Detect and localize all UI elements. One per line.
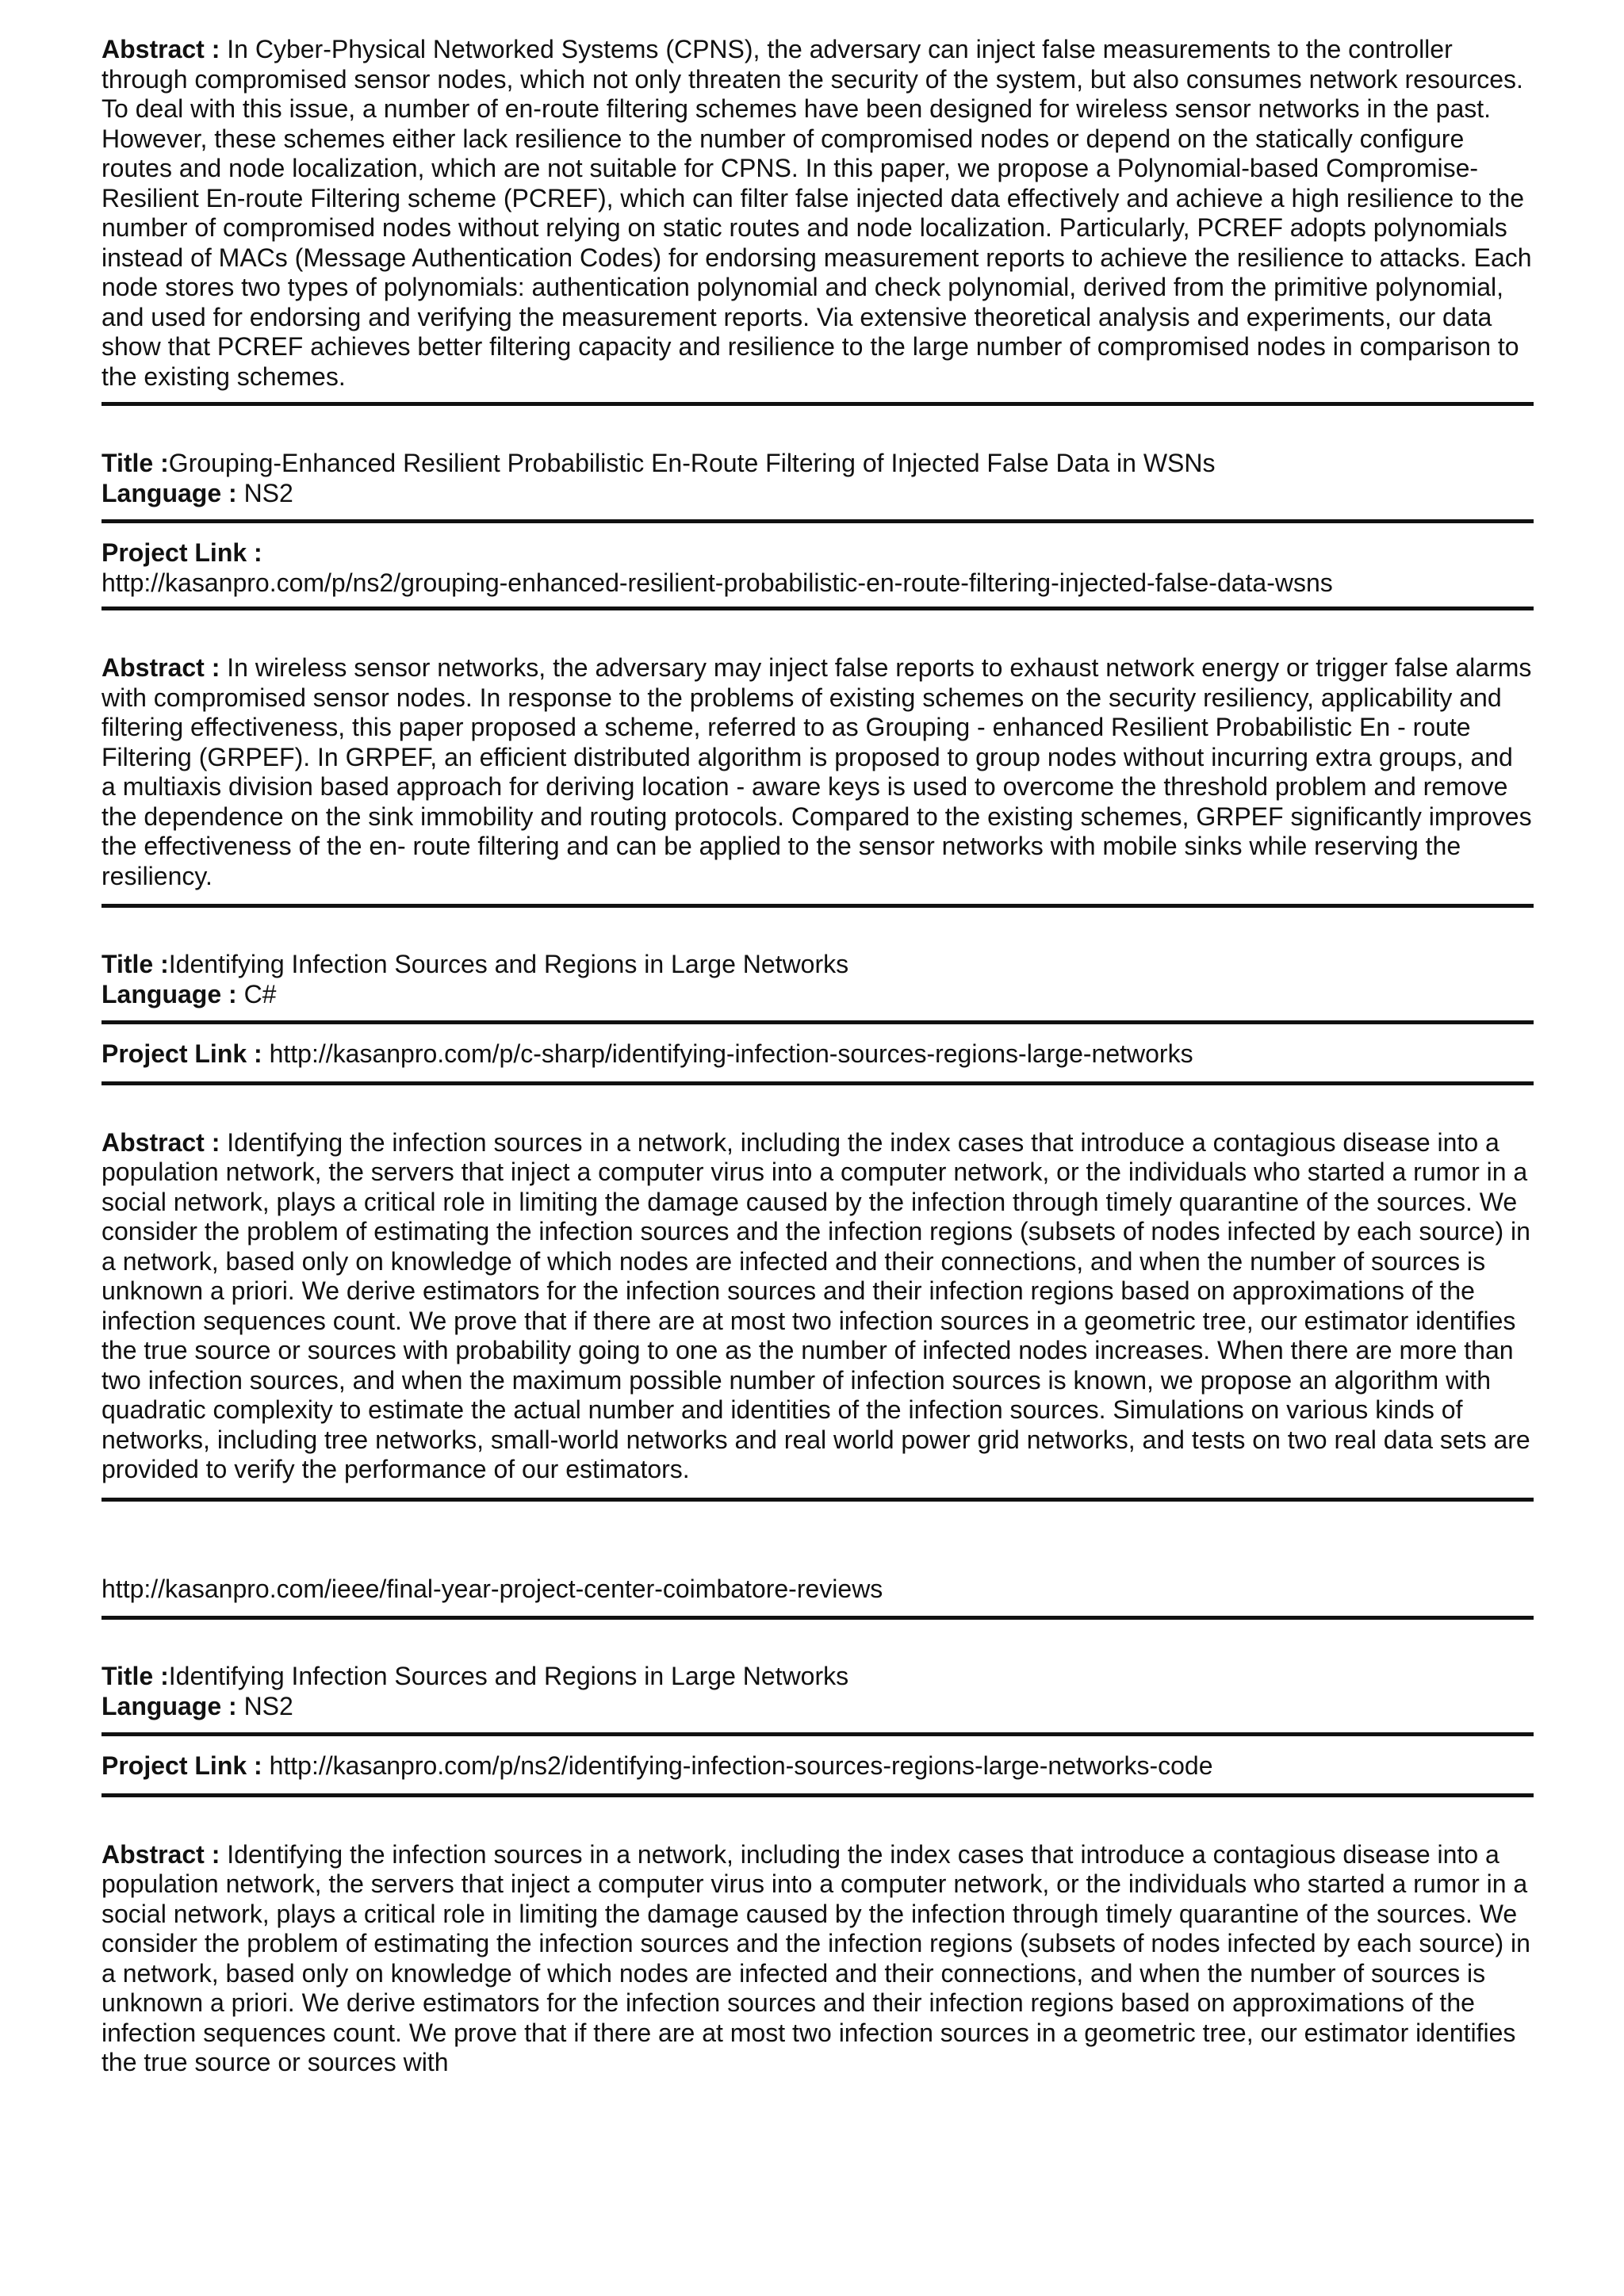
abstract-paragraph-3 — [102, 1128, 1534, 1485]
abstract-text: Identifying the infection sources in a network, including the index cases that introduce a contagious disease into a population network, the servers that inject a computer virus into a computer network, or the individuals who started a rumor in a social network, plays a critical role in limiting the damage caused by the infection through timely quarantine of the sources. We consider the problem of estimating the infection sources and the infection regions (subsets of nodes infected by each source) in a network, based only on knowledge of which nodes are infected and their connections, and when the number of sources is unknown a priori. We derive estimators for the infection sources and their infection regions based on approximations of the infection sequences count. We prove that if there are at most two infection sources in a geometric tree, our estimator identifies the true source or sources with — [102, 1839, 1530, 2076]
project-link[interactable]: http://kasanpro.com/p/c-sharp/identifying-infection-sources-regions-large-networks — [269, 1039, 1193, 1068]
abstract-label: Abstract : — [102, 1127, 228, 1157]
reviews-link-line — [102, 1575, 1534, 1605]
title-line — [102, 950, 1534, 980]
title-line — [102, 1662, 1534, 1692]
title-line — [102, 449, 1534, 479]
divider — [102, 1020, 1534, 1024]
project-language: NS2 — [243, 1691, 293, 1720]
project-link-label: Project Link : — [102, 1751, 270, 1780]
abstract-paragraph-4 — [102, 1840, 1534, 2078]
project-entry-infection-csharp — [102, 950, 1534, 1009]
project-link[interactable]: http://kasanpro.com/p/ns2/identifying-infection-sources-regions-large-networks-code — [269, 1751, 1213, 1780]
project-link-label: Project Link : — [102, 538, 262, 567]
language-label: Language : — [102, 1691, 244, 1720]
project-link[interactable]: http://kasanpro.com/p/ns2/grouping-enhanced-resilient-probabilistic-en-route-filtering-injected-false-data-wsns — [102, 568, 1333, 597]
divider — [102, 519, 1534, 523]
divider — [102, 607, 1534, 610]
reviews-link[interactable]: http://kasanpro.com/ieee/final-year-project-center-coimbatore-reviews — [102, 1574, 883, 1603]
project-entry-infection-ns2 — [102, 1662, 1534, 1721]
title-label: Title : — [102, 449, 169, 477]
project-title: Grouping-Enhanced Resilient Probabilistic En-Route Filtering of Injected False Data in WSNs — [168, 449, 1216, 477]
title-label: Title : — [102, 950, 169, 978]
abstract-paragraph-1 — [102, 35, 1534, 392]
document-page — [102, 35, 1534, 2078]
abstract-text: Identifying the infection sources in a network, including the index cases that introduce a contagious disease into a population network, the servers that inject a computer virus into a computer network, or the individuals who started a rumor in a social network, plays a critical role in limiting the damage caused by the infection through timely quarantine of the sources. We consider the problem of estimating the infection sources and the infection regions (subsets of nodes infected by each source) in a network, based only on knowledge of which nodes are infected and their connections, and when the number of sources is unknown a priori. We derive estimators for the infection sources and their infection regions based on approximations of the infection sequences count. We prove that if there are at most two infection sources in a geometric tree, our estimator identifies the true source or sources with probability going to one as the number of infected nodes increases. When there are more than two infection sources, and when the maximum possible number of infection sources is known, we propose an algorithm with quadratic complexity to estimate the actual number and identities of the infection sources. Simulations on various kinds of networks, including tree networks, small-world networks and real world power grid networks, and tests on two real data sets are provided to verify the performance of our estimators. — [102, 1127, 1530, 1483]
divider — [102, 402, 1534, 406]
language-label: Language : — [102, 478, 244, 507]
project-title: Identifying Infection Sources and Regions in Large Networks — [168, 1662, 849, 1690]
divider — [102, 1793, 1534, 1797]
abstract-label: Abstract : — [102, 35, 228, 63]
abstract-text: In Cyber-Physical Networked Systems (CPNS), the adversary can inject false measurements to the controller through compromised sensor nodes, which not only threaten the security of the system, but also consumes network resources. To deal with this issue, a number of en-route filtering schemes have been designed for wireless sensor networks in the past. However, these schemes either lack resilience to the number of compromised nodes or depend on the statically configure routes and node localization, which are not suitable for CPNS. In this paper, we propose a Polynomial-based Compromise-Resilient En-route Filtering scheme (PCREF), which can filter false injected data effectively and achieve a high resilience to the number of compromised nodes without relying on static routes and node localization. Particularly, PCREF adopts polynomials instead of MACs (Message Authentication Codes) for endorsing measurement reports to achieve the resilience to attacks. Each node stores two types of polynomials: authentication polynomial and check polynomial, derived from the primitive polynomial, and used for endorsing and verifying the measurement reports. Via extensive theoretical analysis and experiments, our data show that PCREF achieves better filtering capacity and resilience to the large number of compromised nodes in comparison to the existing schemes. — [102, 35, 1532, 391]
project-link-line — [102, 1039, 1534, 1070]
divider — [102, 1498, 1534, 1502]
divider — [102, 1616, 1534, 1620]
divider — [102, 904, 1534, 908]
divider — [102, 1081, 1534, 1085]
abstract-label: Abstract : — [102, 1839, 228, 1869]
project-language: C# — [243, 979, 277, 1008]
divider — [102, 1732, 1534, 1736]
abstract-text: In wireless sensor networks, the adversary may inject false reports to exhaust network energy or trigger false alarms with compromised sensor nodes. In response to the problems of existing schemes on the security resiliency, applicability and filtering effectiveness, this paper proposed a scheme, referred to as Grouping - enhanced Resilient Probabilistic En - route Filtering (GRPEF). In GRPEF, an efficient distributed algorithm is proposed to group nodes without incurring extra groups, and a multiaxis division based approach for deriving location - aware keys is used to overcome the threshold problem and remove the dependence on the sink immobility and routing protocols. Compared to the existing schemes, GRPEF significantly improves the effectiveness of the en- route filtering and can be applied to the sensor networks with mobile sinks while reserving the resiliency. — [102, 653, 1532, 890]
language-label: Language : — [102, 979, 244, 1008]
project-link-line — [102, 1751, 1534, 1781]
project-link-line — [102, 568, 1534, 599]
abstract-label: Abstract : — [102, 653, 228, 682]
project-language: NS2 — [243, 478, 293, 507]
language-line — [102, 1692, 1534, 1722]
project-entry-grpef — [102, 449, 1534, 508]
project-link-label-line — [102, 538, 1534, 568]
project-link-label: Project Link : — [102, 1039, 270, 1068]
project-link-block — [102, 538, 1534, 598]
project-title: Identifying Infection Sources and Regions in Large Networks — [168, 950, 849, 978]
abstract-paragraph-2 — [102, 653, 1534, 891]
language-line — [102, 980, 1534, 1010]
language-line — [102, 479, 1534, 509]
title-label: Title : — [102, 1662, 169, 1690]
